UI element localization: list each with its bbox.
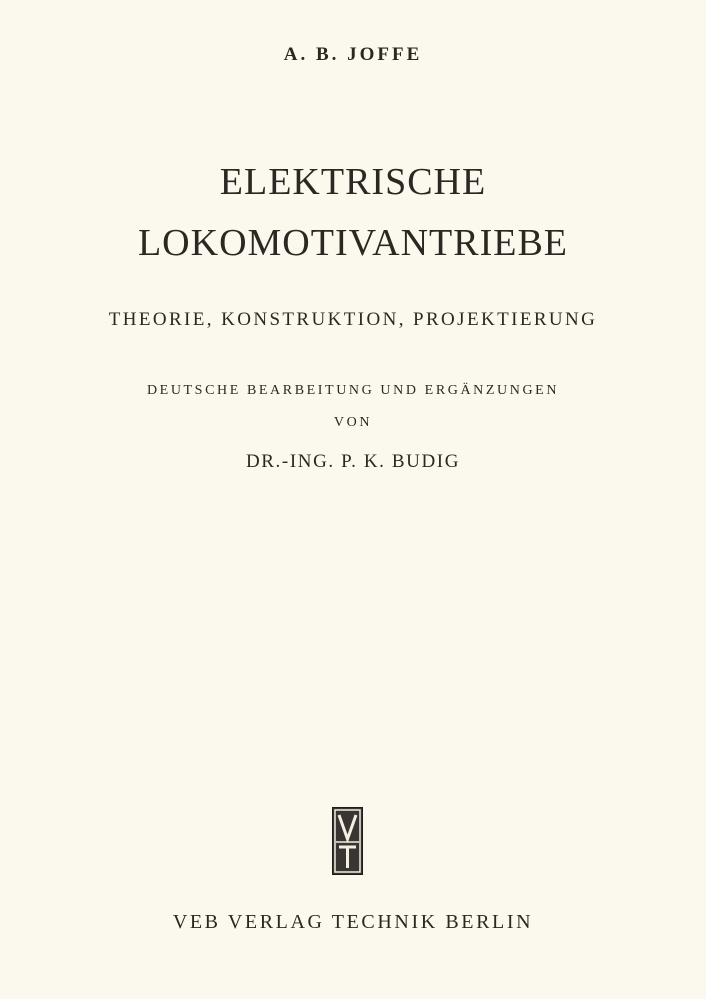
edition-note: DEUTSCHE BEARBEITUNG UND ERGÄNZUNGEN	[146, 383, 560, 398]
book-title-line-1: ELEKTRISCHE	[219, 161, 487, 203]
publisher-name: VEB VERLAG TECHNIK BERLIN	[172, 911, 534, 933]
editor-name: DR.-ING. P. K. BUDIG	[245, 451, 461, 472]
edition-von: VON	[333, 415, 373, 430]
vt-logo-icon	[333, 808, 362, 874]
publisher-logo	[332, 807, 363, 875]
author-name: A. B. JOFFE	[283, 44, 423, 65]
book-subtitle: THEORIE, KONSTRUKTION, PROJEKTIERUNG	[108, 309, 598, 330]
book-title-line-2: LOKOMOTIVANTRIEBE	[137, 222, 569, 264]
